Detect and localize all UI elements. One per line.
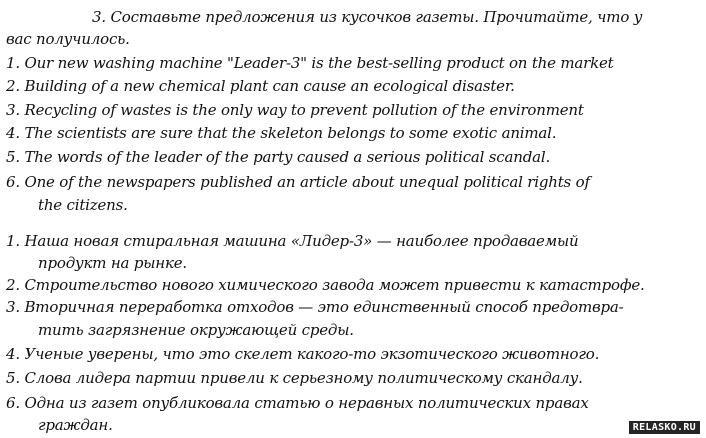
english-sentence-2: 2. Building of a new chemical plant can cause an ecological disaster.	[6, 77, 515, 95]
english-sentence-3: 3. Recycling of wastes is the only way to prevent pollution of the environment	[6, 101, 584, 119]
english-sentence-1: 1. Our new washing machine "Leader-3" is the best-selling product on the market	[6, 54, 614, 72]
russian-sentence-6: 6. Одна из газет опубликовала статью о неравных политических правах	[6, 394, 589, 412]
english-sentence-4: 4. The scientists are sure that the skeleton belongs to some exotic animal.	[6, 124, 557, 142]
russian-sentence-1-continued: продукт на рынке.	[38, 254, 187, 272]
russian-sentence-3: 3. Вторичная переработка отходов — это единственный способ предотвра-	[6, 298, 624, 316]
english-sentence-6-continued: the citizens.	[38, 196, 128, 214]
english-sentence-5: 5. The words of the leader of the party caused a serious political scandal.	[6, 148, 551, 166]
task-title-continued: вас получилось.	[6, 30, 130, 48]
russian-sentence-2: 2. Строительство нового химического завода может привести к катастрофе.	[6, 276, 645, 294]
russian-sentence-4: 4. Ученые уверены, что это скелет какого-то экзотического животного.	[6, 345, 600, 363]
english-sentence-6: 6. One of the newspapers published an article about unequal political rights of	[6, 173, 590, 191]
russian-sentence-1: 1. Наша новая стиральная машина «Лидер-3» — наиболее продаваемый	[6, 232, 579, 250]
russian-sentence-3-continued: тить загрязнение окружающей среды.	[38, 321, 354, 339]
site-watermark: RELASKO.RU	[629, 421, 700, 434]
russian-sentence-5: 5. Слова лидера партии привели к серьезному политическому скандалу.	[6, 369, 583, 387]
task-title: 3. Составьте предложения из кусочков газеты. Прочитайте, что у	[92, 8, 643, 26]
russian-sentence-6-continued: граждан.	[38, 416, 113, 434]
